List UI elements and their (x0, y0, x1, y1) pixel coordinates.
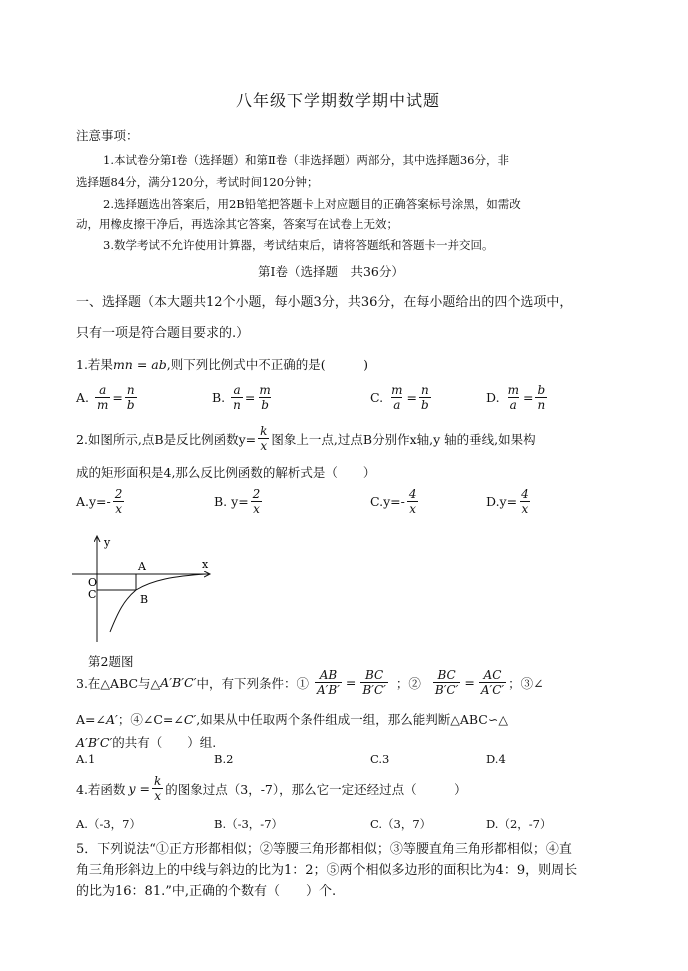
label-y: y (104, 536, 111, 549)
q3-option-c: C.3 (370, 752, 390, 766)
q1-option-c: C. $\frac{m}{a}$ = $\frac{n}{b}$ (370, 383, 429, 412)
note-1-line-2: 选择题84分，满分120分，考试时间120分钟； (76, 175, 319, 189)
q1-option-b: B. $\frac{a}{n}$ = $\frac{m}{b}$ (212, 383, 271, 412)
q1-option-d: D. $\frac{m}{a}$ = $\frac{b}{n}$ (486, 383, 546, 412)
part1-instructions-2: 只有一项是符合题目要求的.） (76, 326, 250, 341)
label-a: A (138, 560, 146, 573)
q4-option-d: D.（2，-7） (486, 817, 552, 831)
q3-option-b: B.2 (214, 752, 234, 766)
note-2-line-2: 动，用橡皮擦干净后，再选涂其它答案，答案写在试卷上无效； (76, 217, 398, 231)
q3-option-d: D.4 (486, 752, 506, 766)
note-1-line-1: 1.本试卷分第Ⅰ卷（选择题）和第Ⅱ卷（非选择题）两部分，其中选择题36分，非 (103, 153, 509, 167)
notes-heading: 注意事项： (76, 128, 139, 143)
question-4-stem: 4.若函数 y = $\frac{k}{x}$ 的图象过点（3，-7），那么它一定还经过点（ ） (76, 774, 467, 803)
q2-option-d: D.y= $\frac{4}{x}$ (486, 487, 529, 516)
q2-option-b: B. y= $\frac{2}{x}$ (214, 487, 261, 516)
label-o: O (88, 576, 98, 589)
note-2-line-1: 2.选择题选出答案后，用2B铅笔把答题卡上对应题目的正确答案标号涂黑，如需改 (103, 197, 521, 211)
q3-option-a: A.1 (76, 752, 96, 766)
label-x: x (202, 558, 209, 571)
q2-figure (64, 528, 224, 648)
question-3-line-3: A′B′C′的共有（ ）组. (76, 735, 217, 750)
q2-option-c: C.y=- $\frac{4}{x}$ (370, 487, 417, 516)
question-1-stem: 1.若果mn = ab,则下列比例式中不正确的是( ) (76, 357, 368, 372)
q4-option-b: B.（-3，-7） (214, 817, 284, 831)
q2-figure-caption: 第2题图 (88, 654, 134, 669)
hyperbola-curve (110, 574, 206, 632)
question-2-stem: 2.如图所示,点B是反比例函数y= $\frac{k}{x}$ 图象上一点,过点B分别作x轴,y 轴的垂线,如果构 (76, 424, 536, 453)
question-5-line-3: 的比为16：81.”中,正确的个数有（ ）个. (76, 884, 337, 899)
question-5-line-2: 角三角形斜边上的中线与斜边的比为1：2；⑤两个相似多边形的面积比为4：9，则周长 (76, 863, 578, 878)
page-title: 八年级下学期数学期中试题 (236, 91, 441, 110)
question-3-line-2: A=∠A′；④∠C=∠C′,如果从中任取两个条件组成一组，那么能判断△ABC∽△ (76, 712, 508, 727)
question-3-line-1: 3.在△ABC与△ A′B′C′ 中，有下列条件：① $\frac{AB}{A'B'}$ = $\frac{BC}{B'C'}$ ；② $\frac{BC}{B'C'}$ = $\frac{AC}{A'C'}$ ；③∠ (76, 668, 544, 697)
part1-instructions-1: 一、选择题（本大题共12个小题，每小题3分，共36分，在每小题给出的四个选项中， (76, 295, 573, 310)
label-c: C (88, 588, 97, 601)
q2-option-a: A.y=- $\frac{2}{x}$ (76, 487, 123, 516)
q4-option-c: C.（3，7） (370, 817, 432, 831)
question-2-line-2: 成的矩形面积是4,那么反比例函数的解析式是（ ） (76, 465, 376, 480)
section-title: 第Ⅰ卷（选择题 共36分） (258, 264, 404, 279)
question-5-line-1: 5．下列说法“①正方形都相似；②等腰三角形都相似；③等腰直角三角形都相似；④直 (76, 842, 572, 857)
note-3: 3.数学考试不允许使用计算器，考试结束后，请将答题纸和答题卡一并交回。 (103, 238, 494, 252)
q1-option-a: A. $\frac{a}{m}$ = $\frac{n}{b}$ (76, 383, 135, 412)
q4-option-a: A.（-3，7） (76, 817, 141, 831)
label-b: B (140, 593, 149, 606)
